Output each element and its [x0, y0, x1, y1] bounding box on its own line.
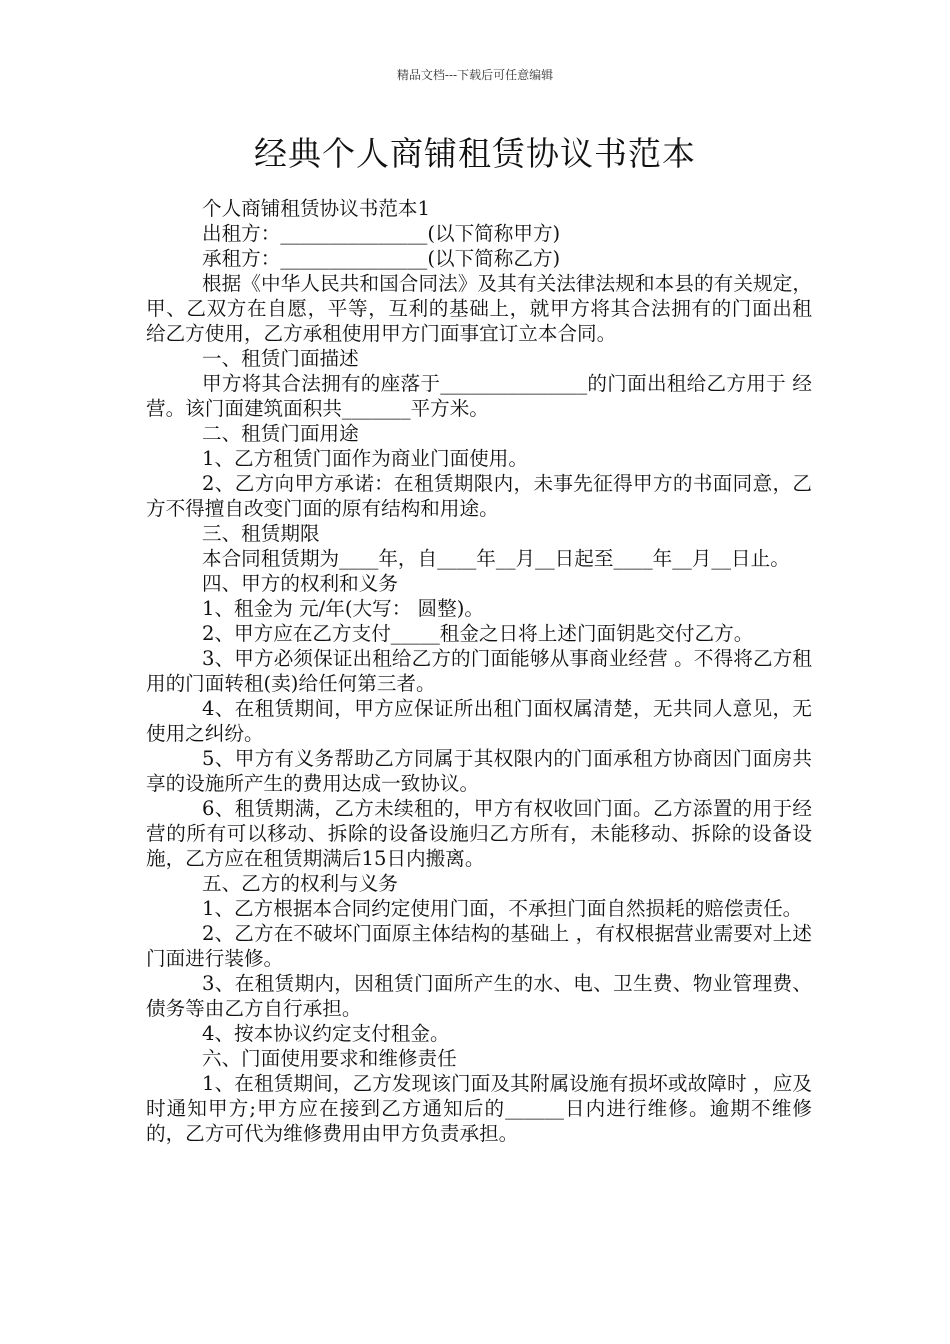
- paragraph: 4、在租赁期间，甲方应保证所出租门面权属清楚，无共同人意见，无使用之纠纷。: [146, 697, 812, 745]
- document-body: [146, 196, 812, 1146]
- section-heading: 四、甲方的权利和义务: [202, 572, 398, 595]
- section-heading: 一、租赁门面描述: [202, 347, 359, 370]
- section-heading: 六、门面使用要求和维修责任: [202, 1047, 457, 1070]
- document-title: 经典个人商铺租赁协议书范本: [254, 134, 696, 173]
- paragraph: 1、乙方租赁门面作为商业门面使用。: [202, 447, 528, 470]
- paragraph: 6、租赁期满，乙方未续租的，甲方有权收回门面。乙方添置的用于经营的所有可以移动、拆除的设备设施归乙方所有，未能移动、拆除的设备设施，乙方应在租赁期满后15日内搬离。: [146, 797, 812, 870]
- paragraph: 出租方：_______________(以下简称甲方): [202, 222, 561, 245]
- paragraph: 2、甲方应在乙方支付_____租金之日将上述门面钥匙交付乙方。: [202, 622, 754, 645]
- paragraph: 根据《中华人民共和国合同法》及其有关法律法规和本县的有关规定，甲、乙双方在自愿，平等，互利的基础上，就甲方将其合法拥有的门面出租给乙方使用，乙方承租使用甲方门面事宜订立本合同。: [146, 272, 812, 345]
- paragraph: 2、乙方在不破坏门面原主体结构的基础上 ，有权根据营业需要对上述门面进行装修。: [146, 922, 812, 970]
- section-heading: 三、租赁期限: [202, 522, 320, 545]
- paragraph: 5、甲方有义务帮助乙方同属于其权限内的门面承租方协商因门面房共享的设施所产生的费用达成一致协议。: [146, 747, 812, 795]
- section-heading: 二、租赁门面用途: [202, 422, 359, 445]
- paragraph: 3、在租赁期内，因租赁门面所产生的水、电、卫生费、物业管理费、债务等由乙方自行承担。: [146, 972, 812, 1020]
- paragraph: 个人商铺租赁协议书范本1: [202, 197, 430, 220]
- header-note: 精品文档---下载后可任意编辑: [396, 68, 554, 82]
- paragraph: 1、乙方根据本合同约定使用门面，不承担门面自然损耗的赔偿责任。: [202, 897, 803, 920]
- paragraph: 承租方：_______________(以下简称乙方): [202, 247, 561, 270]
- paragraph: 2、乙方向甲方承诺：在租赁期限内，未事先征得甲方的书面同意，乙方不得擅自改变门面的原有结构和用途。: [146, 472, 812, 520]
- section-heading: 五、乙方的权利与义务: [202, 872, 398, 895]
- paragraph: 1、租金为 元/年(大写： 圆整)。: [202, 597, 484, 620]
- paragraph: 甲方将其合法拥有的座落于_______________的门面出租给乙方用于 经营。该门面建筑面积共_______平方米。: [146, 372, 812, 420]
- paragraph: 4、按本协议约定支付租金。: [202, 1022, 450, 1045]
- paragraph: 本合同租赁期为____年，自____年__月__日起至____年__月__日止。: [202, 547, 790, 570]
- paragraph: 1、在租赁期间，乙方发现该门面及其附属设施有损坏或故障时 ，应及时通知甲方;甲方应在接到乙方通知后的______日内进行维修。逾期不维修的，乙方可代为维修费用由甲方负责承担。: [146, 1072, 812, 1145]
- paragraph: 3、甲方必须保证出租给乙方的门面能够从事商业经营 。不得将乙方租用的门面转租(卖)给任何第三者。: [146, 647, 812, 695]
